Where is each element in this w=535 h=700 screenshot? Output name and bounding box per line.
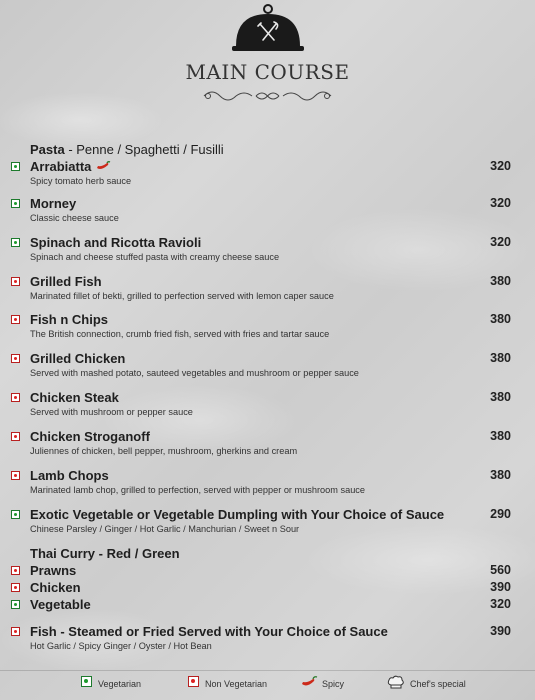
menu-item-name: Spinach and Ricotta Ravioli	[30, 235, 202, 250]
legend-chef-label: Chef's special	[410, 679, 466, 689]
menu-item-price: 320	[490, 196, 511, 210]
chef-hat-icon	[387, 675, 405, 689]
menu-item-desc: Hot Garlic / Spicy Ginger / Oyster / Hot Bean	[30, 641, 212, 651]
menu-item-price: 320	[490, 597, 511, 611]
nonveg-marker-icon	[11, 315, 20, 324]
menu-item-name: Grilled Chicken	[30, 351, 126, 366]
nonveg-marker-icon	[11, 627, 20, 636]
nonveg-marker-icon	[11, 583, 20, 592]
menu-item-price: 390	[490, 580, 511, 594]
menu-item-name: Vegetable	[30, 597, 91, 612]
menu-header	[0, 0, 535, 110]
menu-item-price: 380	[490, 390, 511, 404]
menu-item-price: 380	[490, 312, 511, 326]
menu-item-desc: Classic cheese sauce	[30, 213, 119, 223]
menu-item-desc: Marinated lamb chop, grilled to perfection, served with pepper or mushroom sauce	[30, 485, 366, 495]
menu-item-price: 380	[490, 274, 511, 288]
pasta-heading	[30, 142, 224, 157]
menu-item-desc: Served with mushroom or pepper sauce	[30, 407, 193, 417]
veg-marker-icon	[11, 238, 20, 247]
veg-marker-icon	[11, 600, 20, 609]
menu-item-name: Exotic Vegetable or Vegetable Dumpling with Your Choice of Sauce	[30, 507, 445, 522]
chili-legend-icon	[300, 676, 318, 689]
veg-marker-icon	[11, 162, 20, 171]
nonveg-legend-icon	[188, 676, 199, 687]
menu-item-name: Chicken	[30, 580, 81, 595]
menu-item-price: 290	[490, 507, 511, 521]
menu-item-name	[30, 159, 111, 174]
menu-item-name: Chicken Steak	[30, 390, 119, 405]
menu-item-name: Chicken Stroganoff	[30, 429, 150, 444]
menu-item-desc: Chinese Parsley / Ginger / Hot Garlic / Manchurian / Sweet n Sour	[30, 524, 300, 534]
legend-veg-label: Vegetarian	[98, 679, 142, 689]
menu-item-price: 380	[490, 351, 511, 365]
menu-item-desc: Spicy tomato herb sauce	[30, 176, 132, 186]
arrabiatta-name: Arrabiatta	[30, 159, 92, 174]
menu-item-price: 390	[490, 624, 511, 638]
nonveg-marker-icon	[11, 566, 20, 575]
pasta-heading-main: Pasta	[30, 142, 65, 157]
menu-item-name: Fish n Chips	[30, 312, 108, 327]
nonveg-marker-icon	[11, 354, 20, 363]
pasta-heading-rest: - Penne / Spaghetti / Fusilli	[64, 142, 224, 157]
menu-item-desc: Marinated fillet of bekti, grilled to perfection served with lemon caper sauce	[30, 291, 334, 301]
veg-marker-icon	[11, 199, 20, 208]
page-title: MAIN COURSE	[185, 60, 350, 84]
chili-icon	[95, 161, 111, 172]
menu-item-price: 380	[490, 429, 511, 443]
legend-nonveg-label: Non Vegetarian	[205, 679, 268, 689]
thai-curry-heading: Thai Curry - Red / Green	[30, 546, 180, 561]
nonveg-marker-icon	[11, 432, 20, 441]
cloche-icon	[228, 2, 308, 60]
menu-item-desc: Juliennes of chicken, bell pepper, mushroom, gherkins and cream	[30, 446, 298, 456]
menu-item-desc: Spinach and cheese stuffed pasta with creamy cheese sauce	[30, 252, 280, 262]
menu-item-name: Grilled Fish	[30, 274, 102, 289]
menu-item-name: Lamb Chops	[30, 468, 109, 483]
nonveg-marker-icon	[11, 471, 20, 480]
menu-item-desc: Served with mashed potato, sauteed vegetables and mushroom or pepper sauce	[30, 368, 359, 378]
menu-item-price: 380	[490, 468, 511, 482]
menu-item-price: 560	[490, 563, 511, 577]
veg-legend-icon	[81, 676, 92, 687]
legend-spicy-label: Spicy	[322, 679, 345, 689]
nonveg-marker-icon	[11, 393, 20, 402]
nonveg-marker-icon	[11, 277, 20, 286]
menu-item-price: 320	[490, 159, 511, 173]
menu-item-desc: The British connection, crumb fried fish, served with fries and tartar sauce	[30, 329, 330, 339]
menu-item-name: Prawns	[30, 563, 77, 578]
veg-marker-icon	[11, 510, 20, 519]
menu-item-name: Morney	[30, 196, 77, 211]
menu-item-price: 320	[490, 235, 511, 249]
menu-item-name: Fish - Steamed or Fried Served with Your Choice of Sauce	[30, 624, 388, 639]
flourish-divider-icon	[200, 86, 335, 106]
